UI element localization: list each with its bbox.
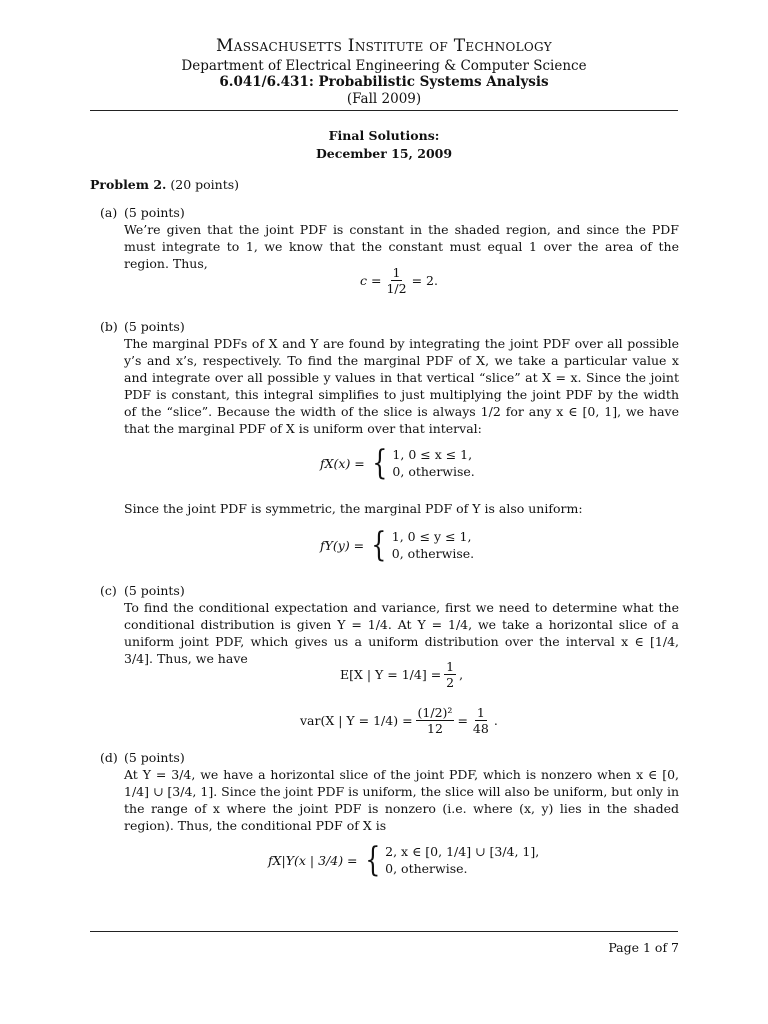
part-c-text: To find the conditional expectation and variance, first we need to determine what the conditional distribution is given Y = 1/4. At Y = 1/4, we take a horizontal slice of a uniform joint PDF, which gives us a uniform distribution over the interval x ∈ [1/4, 3/4]. Thus, we have (124, 600, 679, 666)
eq-a-den: 1/2 (386, 281, 407, 296)
part-c-equation-1 (340, 660, 463, 689)
part-c-label: (c) (100, 583, 117, 598)
left-brace-icon: { (364, 840, 380, 880)
eq-c1-fraction (444, 660, 456, 689)
part-c-equation-2 (300, 706, 498, 735)
eq-c2-fraction-1 (416, 706, 455, 735)
eq-c2-end: . (493, 713, 498, 728)
term: (Fall 2009) (346, 91, 422, 107)
header-rule (90, 110, 678, 111)
eq-a-rhs: = 2. (411, 273, 438, 288)
institution-title: Massachusetts Institute of Technology (216, 36, 552, 56)
part-d-equation (268, 840, 540, 880)
eq-b1-case-2: 0, otherwise. (392, 464, 475, 479)
department-name: Department of Electrical Engineering & Computer Science (181, 58, 587, 74)
footer-rule (90, 931, 678, 932)
part-a-equation (360, 266, 438, 295)
eq-d-lhs: fX|Y(x | 3/4) = (268, 852, 358, 868)
part-b-label: (b) (100, 319, 118, 334)
part-a-points: (5 points) (124, 205, 185, 220)
eq-c2-num-1: (1/2)² (417, 705, 453, 720)
eq-c2-den-2: 48 (472, 721, 489, 736)
left-brace-icon: { (371, 525, 387, 565)
eq-b1-case-1: 1, 0 ≤ x ≤ 1, (392, 447, 473, 462)
eq-b2-case-1: 1, 0 ≤ y ≤ 1, (391, 529, 472, 544)
document-title: Final Solutions: (328, 128, 440, 143)
part-b-points: (5 points) (124, 319, 185, 334)
eq-a-num: 1 (392, 265, 401, 280)
eq-c1-lhs: E[X | Y = 1/4] = (340, 667, 442, 682)
part-b-text-2: Since the joint PDF is symmetric, the marginal PDF of Y is also uniform: (124, 501, 583, 516)
part-a-label: (a) (100, 205, 118, 220)
part-d-points: (5 points) (124, 750, 185, 765)
part-b-text: The marginal PDFs of X and Y are found by integrating the joint PDF over all possible y’s and x’s, respectively. To find the marginal PDF of X, we take a particular value x and integrate over all possible y values in that vertical “slice” at X = x. Since the joint PDF is constant, this integral simplifies to just multiplying the joint PDF by the width of the “slice”. Because the width of the slice is always 1/2 for any x ∈ [0, 1], we have that the marginal PDF of X is uniform over that interval: (124, 336, 679, 436)
eq-c1-end: , (459, 667, 464, 682)
eq-c2-lhs: var(X | Y = 1/4) = (300, 713, 413, 728)
eq-d-case-2: 0, otherwise. (385, 861, 468, 876)
part-a-text: We’re given that the joint PDF is constant in the shaded region, and since the PDF must integrate to 1, we know that the constant must equal 1 over the area of the region. Thus, (124, 222, 679, 271)
part-c-points: (5 points) (124, 583, 185, 598)
eq-d-case-1: 2, x ∈ [0, 1/4] ∪ [3/4, 1], (385, 844, 540, 859)
problem-points: (20 points) (170, 177, 240, 192)
page-number: Page 1 of 7 (608, 940, 679, 955)
eq-b1-cases (392, 446, 474, 480)
document-date: December 15, 2009 (315, 146, 453, 161)
eq-a-fraction (384, 266, 408, 295)
eq-b2-case-2: 0, otherwise. (391, 546, 475, 561)
eq-c2-num-2: 1 (476, 705, 485, 720)
part-b-equation-1 (320, 443, 475, 483)
eq-b2-cases (392, 528, 474, 562)
eq-c2-fraction-2 (471, 706, 491, 735)
problem-label: Problem 2. (90, 177, 167, 192)
eq-c2-den-1: 12 (427, 721, 443, 736)
course-title: 6.041/6.431: Probabilistic Systems Analysis (219, 74, 549, 90)
eq-a-lhs: c = (360, 273, 382, 288)
part-d-text: At Y = 3/4, we have a horizontal slice of the joint PDF, which is nonzero when x ∈ [0, 1/4] ∪ [3/4, 1]. Since the joint PDF is uniform, the slice will also be uniform, but only in the range of x where the joint PDF is nonzero (i.e. where (x, y) lies in the shaded region). Thus, the conditional PDF of X is (124, 767, 679, 833)
eq-b1-lhs: fX(x) = (320, 455, 365, 471)
problem-heading (90, 177, 239, 192)
eq-c1-den: 2 (446, 675, 455, 690)
part-b-equation-2 (320, 525, 475, 565)
left-brace-icon: { (372, 443, 388, 483)
eq-b2-lhs: fY(y) = (320, 537, 365, 553)
eq-c1-num: 1 (446, 659, 455, 674)
part-d-label: (d) (100, 750, 118, 765)
eq-c2-equals: = (457, 713, 468, 728)
eq-d-cases (385, 843, 539, 877)
